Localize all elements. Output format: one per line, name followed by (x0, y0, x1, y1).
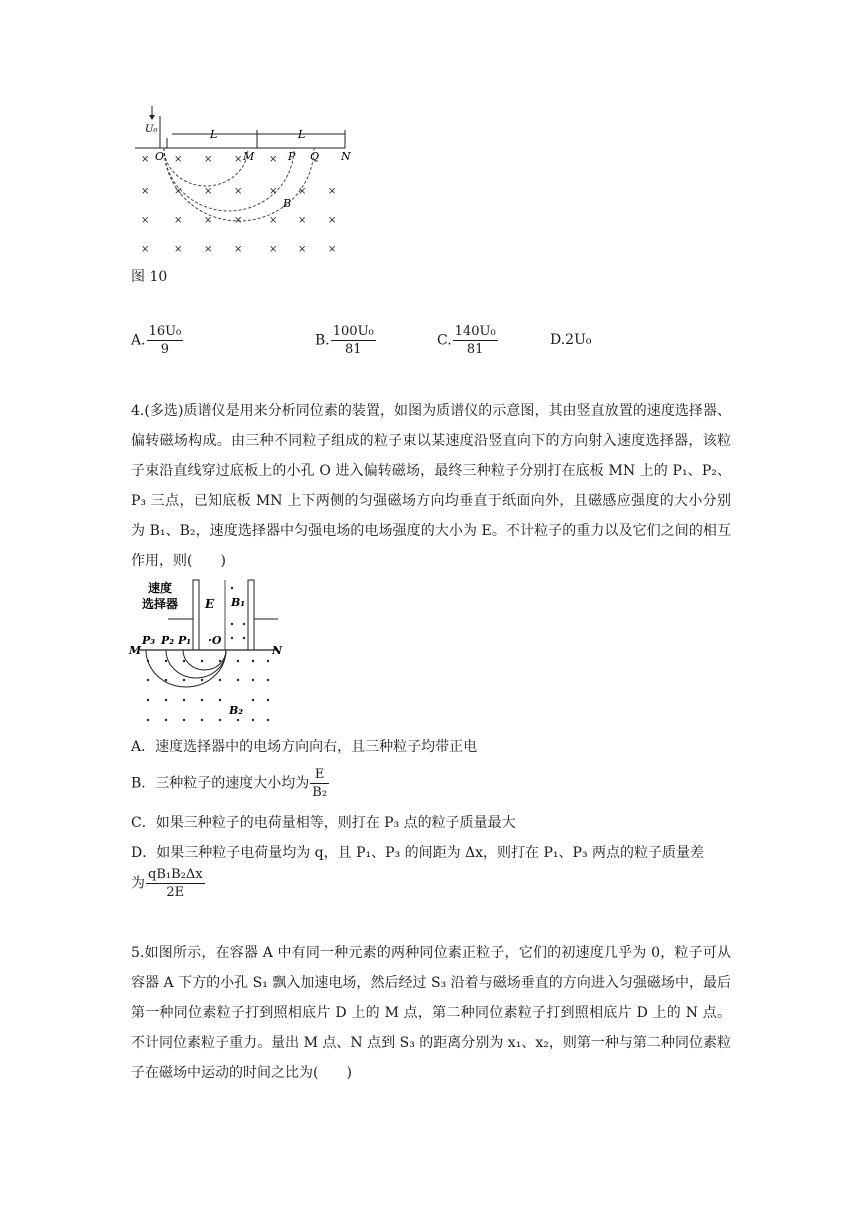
svg-text:×: × (204, 215, 213, 226)
svg-text:×: × (204, 186, 213, 197)
q4-option-b-num: E (310, 766, 329, 784)
q4-fig-title-2: 选择器 (142, 597, 179, 611)
l2-label: L (298, 128, 306, 141)
q3-option-a-num: 16U₀ (148, 324, 182, 339)
b-label: B (283, 197, 292, 210)
q3-option-b-num: 100U₀ (332, 324, 374, 339)
q4-option-d-fraction (146, 866, 205, 901)
q4-fig-e: E (205, 597, 215, 611)
svg-text:×: × (141, 244, 150, 255)
svg-text:×: × (141, 154, 150, 165)
svg-text:×: × (269, 215, 278, 226)
q4-fig-m: M (129, 644, 142, 657)
l1-label: L (210, 128, 218, 141)
svg-text:×: × (234, 244, 243, 255)
svg-text:×: × (234, 154, 243, 165)
q3-option-a-fraction (147, 323, 184, 358)
q4-fig-b2: B₂ (229, 704, 244, 717)
figure-10-caption: 图 10 (131, 269, 168, 285)
q3-option-c[interactable] (437, 323, 499, 358)
n-label: N (341, 150, 351, 163)
q4-option-b-fraction (310, 766, 329, 801)
svg-text:×: × (174, 244, 183, 255)
q3-option-b-fraction (331, 323, 376, 358)
q4-option-d-prefix: 为 (131, 875, 145, 892)
svg-text:×: × (328, 186, 337, 197)
svg-text:×: × (298, 186, 307, 197)
q3-option-a-den: 9 (160, 342, 170, 357)
q4-figure (128, 576, 288, 726)
q4-stem: 4.(多选)质谱仪是用来分析同位素的装置，如图为质谱仪的示意图，其由竖直放置的速度选择器、偏转磁场构成。由三种不同粒子组成的粒子束以某速度沿竖直向下的方向射入速度选择器，该粒子束沿直线穿过底板上的小孔 O 进入偏转磁场，最终三种粒子分别打在底板 MN 上的 P₁、P₂、P₃ 三点，已知底板 MN 上下两侧的匀强磁场方向均垂直于纸面向外，且磁感应强度的大小分别为 B₁、B₂，速度选择器中匀强电场的电场强度的大小为 E。不计粒子的重力以及它们之间的相互作用，则( ) (131, 403, 731, 569)
svg-text:×: × (141, 215, 150, 226)
u0-label: U₀ (145, 124, 158, 135)
svg-text:×: × (328, 244, 337, 255)
q4-fig-b1: B₁ (231, 596, 246, 609)
q3-option-b[interactable] (315, 323, 377, 358)
svg-text:×: × (298, 244, 307, 255)
m-label: M (243, 150, 255, 163)
svg-text:×: × (269, 244, 278, 255)
q4-fig-title-1: 速度 (148, 581, 173, 595)
svg-text:×: × (174, 154, 183, 165)
q4-option-d-cont (131, 866, 206, 901)
svg-text:×: × (234, 215, 243, 226)
q4-option-b[interactable] (131, 766, 330, 801)
svg-text:×: × (204, 154, 213, 165)
q3-option-c-den: 81 (466, 342, 484, 357)
q4-option-c[interactable]: C．如果三种粒子的电荷量相等，则打在 P₃ 点的粒子质量最大 (131, 815, 516, 831)
q3-option-b-prefix: B. (315, 332, 330, 349)
q4-fig-p3: P₃ (142, 634, 156, 647)
q4-option-d-den: 2E (166, 885, 185, 900)
o-label: O (155, 150, 165, 163)
q3-option-c-num: 140U₀ (454, 324, 496, 339)
q5-stem: 5.如图所示，在容器 A 中有同一种元素的两种同位素正粒子，它们的初速度几乎为 0，粒子可从容器 A 下方的小孔 S₁ 飘入加速电场，然后经过 S₃ 沿着与磁场垂直的方向进入匀强磁场中，最后第一种同位素粒子打到照相底片 D 上的 M 点，第二种同位素粒子打到照相底片 D 上的 N 点。不计同位素粒子重力。量出 M 点、N 点到 S₃ 的距离分别为 x₁、x₂，则第一种与第二种同位素粒子在磁场中运动的时间之比为( ) (131, 945, 731, 1081)
q4-fig-n: N (272, 644, 283, 657)
figure-10 (130, 100, 370, 260)
q3-option-c-prefix: C. (437, 332, 452, 349)
svg-text:×: × (269, 154, 278, 165)
q4-option-d[interactable]: D．如果三种粒子电荷量均为 q，且 P₁、P₃ 的间距为 Δx，则打在 P₁、P₃ 两点的粒子质量差 (131, 845, 705, 861)
svg-text:×: × (328, 215, 337, 226)
q3-option-b-den: 81 (344, 342, 362, 357)
q4-option-b-text: B．三种粒子的速度大小均为 (131, 775, 310, 792)
q4-fig-o: ·O (208, 634, 222, 647)
svg-text:×: × (174, 215, 183, 226)
p-label: P (288, 150, 296, 163)
q4-fig-p2: P₂ (161, 634, 175, 647)
q4-option-a[interactable]: A．速度选择器中的电场方向向右，且三种粒子均带正电 (131, 739, 478, 755)
q4-option-d-num: qB₁B₂Δx (148, 867, 203, 882)
svg-text:×: × (204, 244, 213, 255)
q4-option-b-den: B₂ (312, 785, 328, 800)
svg-text:×: × (298, 215, 307, 226)
q4-fig-p1: P₁ (178, 634, 192, 647)
q3-option-a[interactable] (131, 323, 184, 358)
q3-option-d[interactable]: D.2U₀ (550, 332, 592, 348)
svg-text:×: × (269, 186, 278, 197)
q3-option-c-fraction (453, 323, 498, 358)
q-label: Q (310, 150, 320, 163)
q3-option-a-prefix: A. (131, 332, 146, 349)
svg-text:×: × (141, 186, 150, 197)
svg-text:×: × (234, 186, 243, 197)
svg-text:×: × (174, 186, 183, 197)
